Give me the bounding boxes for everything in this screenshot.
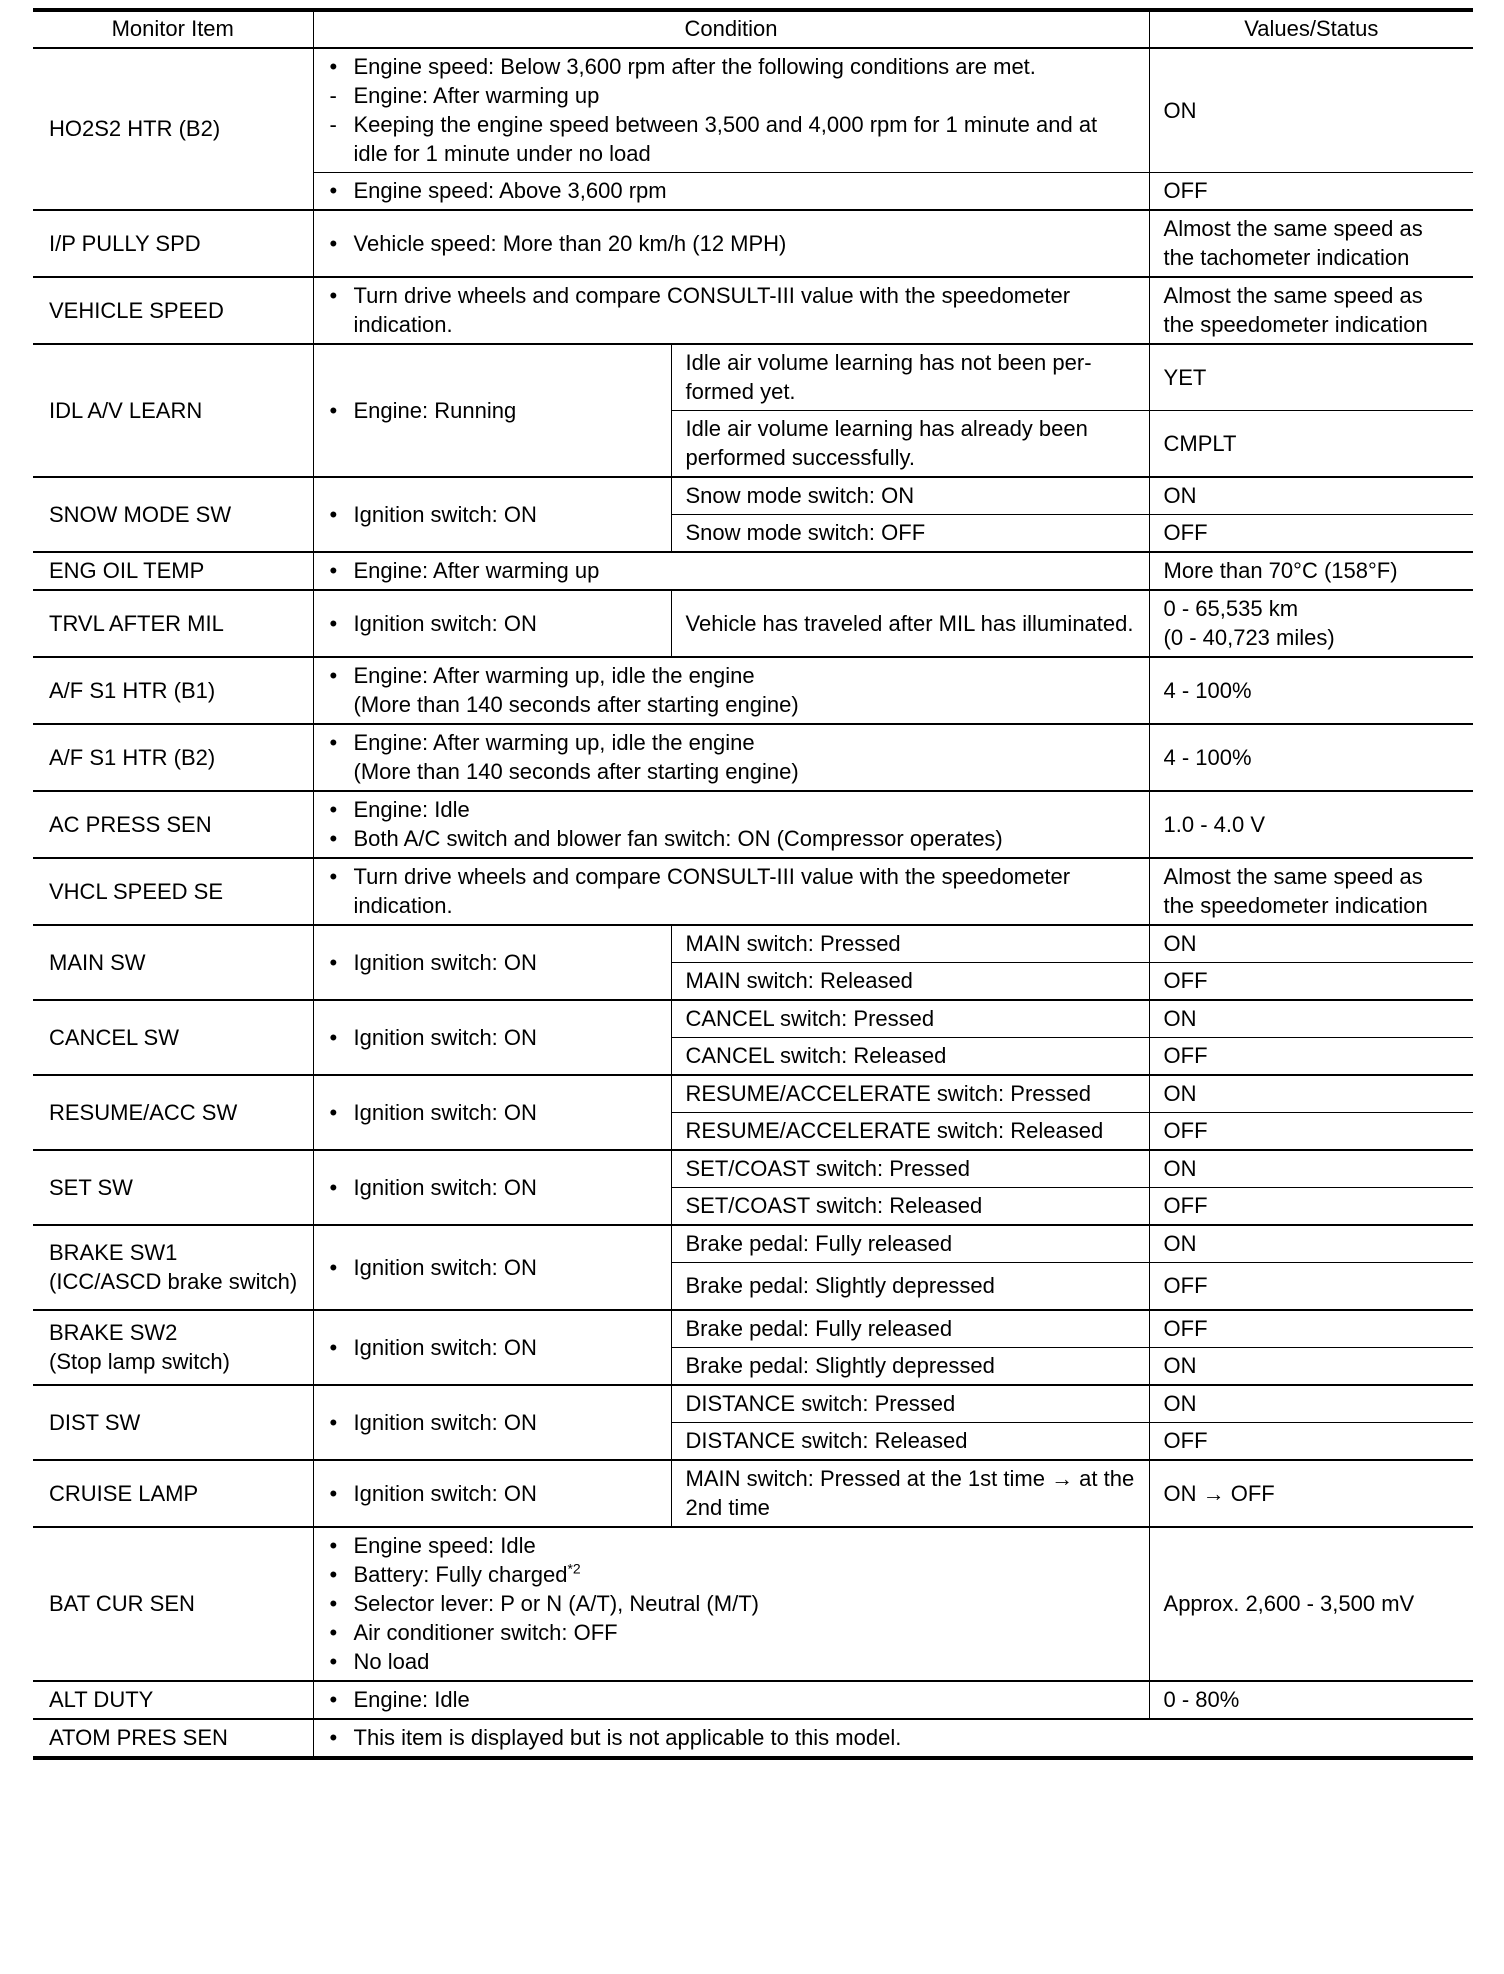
condition-line: Engine: After warming up, idle the engine <box>353 663 755 688</box>
condition-cell <box>313 552 1149 590</box>
condition-line: • Engine: Idle <box>328 1685 1135 1714</box>
condition-line: • Ignition switch: ON <box>328 609 657 638</box>
condition-line: • Turn drive wheels and compare CONSULT-III value with the speedometer indication. <box>328 281 1135 339</box>
condition-line: • Ignition switch: ON <box>328 1408 657 1437</box>
value-cell: OFF <box>1149 1423 1473 1461</box>
value-cell: ON <box>1149 1348 1473 1386</box>
condition-cell <box>313 48 1149 173</box>
condition-line: • Both A/C switch and blower fan switch: ON (Compressor operates) <box>328 824 1135 853</box>
condition-cell <box>313 1310 671 1385</box>
value-cell: OFF <box>1149 1263 1473 1311</box>
monitor-item-cell <box>33 1310 313 1385</box>
condition-line: • Engine speed: Above 3,600 rpm <box>328 176 1135 205</box>
condition-line: - Keeping the engine speed between 3,500 and 4,000 rpm for 1 minute and at idle for 1 minute under no load <box>328 110 1135 168</box>
monitor-item-cell: CANCEL SW <box>33 1000 313 1075</box>
table-row <box>33 657 1473 724</box>
monitor-item-cell: ATOM PRES SEN <box>33 1719 313 1758</box>
monitor-item-cell: CRUISE LAMP <box>33 1460 313 1527</box>
table-row <box>33 48 1473 173</box>
value-cell: OFF <box>1149 963 1473 1001</box>
monitor-item-cell: AC PRESS SEN <box>33 791 313 858</box>
table-row <box>33 1719 1473 1758</box>
condition-line: - Engine: After warming up <box>328 81 1135 110</box>
monitor-item-cell: SNOW MODE SW <box>33 477 313 552</box>
monitor-item-cell: A/F S1 HTR (B1) <box>33 657 313 724</box>
monitor-item-cell: DIST SW <box>33 1385 313 1460</box>
value-cell: OFF <box>1149 1038 1473 1076</box>
condition-cell <box>313 791 1149 858</box>
condition-cell <box>313 173 1149 211</box>
condition-cell <box>313 277 1149 344</box>
monitor-item-line: BRAKE SW1 <box>49 1240 178 1265</box>
condition-line: • Ignition switch: ON <box>328 1098 657 1127</box>
monitor-item-cell: VHCL SPEED SE <box>33 858 313 925</box>
monitor-item-cell: MAIN SW <box>33 925 313 1000</box>
monitor-item-cell: TRVL AFTER MIL <box>33 590 313 657</box>
value-cell: 4 - 100% <box>1149 657 1473 724</box>
table-row <box>33 925 1473 963</box>
value-cell: ON <box>1149 48 1473 173</box>
table-row <box>33 1310 1473 1348</box>
monitor-item-table-page <box>33 8 1473 1760</box>
sub-condition-cell: MAIN switch: Pressed at the 1st time → at the 2nd time <box>671 1460 1149 1527</box>
condition-line: • Turn drive wheels and compare CONSULT-III value with the speedometer indication. <box>328 862 1135 920</box>
condition-cell <box>313 724 1149 791</box>
condition-cell <box>313 1225 671 1310</box>
condition-line: • Engine: Idle <box>328 795 1135 824</box>
table-row <box>33 858 1473 925</box>
monitor-item-cell <box>33 1225 313 1310</box>
condition-line: • Engine: Running <box>328 396 657 425</box>
condition-line: • Ignition switch: ON <box>328 500 657 529</box>
table-header-row <box>33 10 1473 48</box>
value-cell: Almost the same speed as the speedometer indication <box>1149 277 1473 344</box>
table-row <box>33 1225 1473 1263</box>
table-row <box>33 590 1473 657</box>
value-cell: CMPLT <box>1149 411 1473 478</box>
condition-line: Battery: Fully charged <box>353 1562 568 1587</box>
value-cell: ON <box>1149 1225 1473 1263</box>
sub-condition-cell: Idle air volume learning has already been performed successfully. <box>671 411 1149 478</box>
value-cell: 1.0 - 4.0 V <box>1149 791 1473 858</box>
monitor-item-cell: ENG OIL TEMP <box>33 552 313 590</box>
value-cell <box>1149 590 1473 657</box>
value-cell: ON <box>1149 1075 1473 1113</box>
value-cell: Approx. 2,600 - 3,500 mV <box>1149 1527 1473 1681</box>
condition-cell <box>313 344 671 477</box>
monitor-item-cell: BAT CUR SEN <box>33 1527 313 1681</box>
sub-condition-cell: Brake pedal: Fully released <box>671 1310 1149 1348</box>
table-row <box>33 552 1473 590</box>
sub-condition-cell: Brake pedal: Fully released <box>671 1225 1149 1263</box>
sub-condition-cell: Brake pedal: Slightly depressed <box>671 1348 1149 1386</box>
monitor-item-cell: RESUME/ACC SW <box>33 1075 313 1150</box>
sub-condition-cell: RESUME/ACCELERATE switch: Pressed <box>671 1075 1149 1113</box>
condition-cell <box>313 210 1149 277</box>
sub-condition-cell: MAIN switch: Released <box>671 963 1149 1001</box>
condition-cell <box>313 1460 671 1527</box>
sub-condition-cell: CANCEL switch: Pressed <box>671 1000 1149 1038</box>
value-line: (0 - 40,723 miles) <box>1163 625 1335 650</box>
condition-line: • Ignition switch: ON <box>328 1479 657 1508</box>
value-cell: ON <box>1149 1150 1473 1188</box>
value-cell: More than 70°C (158°F) <box>1149 552 1473 590</box>
condition-cell <box>313 590 671 657</box>
monitor-item-line: (Stop lamp switch) <box>49 1349 230 1374</box>
condition-cell <box>313 1527 1149 1681</box>
table-row <box>33 1681 1473 1719</box>
value-cell: ON <box>1149 1385 1473 1423</box>
monitor-item-cell: A/F S1 HTR (B2) <box>33 724 313 791</box>
table-row <box>33 344 1473 411</box>
monitor-item-cell: HO2S2 HTR (B2) <box>33 48 313 210</box>
condition-line: • Ignition switch: ON <box>328 1333 657 1362</box>
sub-condition-cell: CANCEL switch: Released <box>671 1038 1149 1076</box>
condition-cell <box>313 1385 671 1460</box>
header-condition: Condition <box>313 10 1149 48</box>
condition-cell <box>313 925 671 1000</box>
monitor-item-cell: VEHICLE SPEED <box>33 277 313 344</box>
table-row <box>33 277 1473 344</box>
table-row <box>33 1460 1473 1527</box>
condition-line: • Engine speed: Below 3,600 rpm after the following conditions are met. <box>328 52 1135 81</box>
value-cell: ON <box>1149 477 1473 515</box>
condition-line: • Air conditioner switch: OFF <box>328 1618 1135 1647</box>
table-row <box>33 1527 1473 1681</box>
sub-condition-cell: MAIN switch: Pressed <box>671 925 1149 963</box>
condition-cell <box>313 1150 671 1225</box>
condition-line: • Vehicle speed: More than 20 km/h (12 MPH) <box>328 229 1135 258</box>
condition-line: • Selector lever: P or N (A/T), Neutral (M/T) <box>328 1589 1135 1618</box>
table-row <box>33 477 1473 515</box>
sub-condition-cell: RESUME/ACCELERATE switch: Released <box>671 1113 1149 1151</box>
condition-cell <box>313 657 1149 724</box>
table-row <box>33 1075 1473 1113</box>
monitor-item-table <box>33 8 1473 1760</box>
value-cell: OFF <box>1149 1310 1473 1348</box>
table-row <box>33 1000 1473 1038</box>
table-row <box>33 1385 1473 1423</box>
header-values-status: Values/Status <box>1149 10 1473 48</box>
condition-line: (More than 140 seconds after starting engine) <box>353 759 799 784</box>
condition-line: • Engine speed: Idle <box>328 1531 1135 1560</box>
value-cell: Almost the same speed as the speedometer indication <box>1149 858 1473 925</box>
value-cell: OFF <box>1149 1113 1473 1151</box>
sub-condition-cell: Snow mode switch: ON <box>671 477 1149 515</box>
condition-line: Engine: After warming up, idle the engine <box>353 730 755 755</box>
sub-condition-cell: DISTANCE switch: Pressed <box>671 1385 1149 1423</box>
monitor-item-line: (ICC/ASCD brake switch) <box>49 1269 298 1294</box>
condition-line: • No load <box>328 1647 1135 1676</box>
footnote-marker: *2 <box>567 1560 581 1577</box>
monitor-item-cell: I/P PULLY SPD <box>33 210 313 277</box>
value-cell: YET <box>1149 344 1473 411</box>
condition-cell <box>313 1000 671 1075</box>
value-cell: ON <box>1149 925 1473 963</box>
sub-condition-cell: Snow mode switch: OFF <box>671 515 1149 553</box>
value-cell: Almost the same speed as the tachometer indication <box>1149 210 1473 277</box>
value-cell: 0 - 80% <box>1149 1681 1473 1719</box>
table-row <box>33 1150 1473 1188</box>
value-cell: 4 - 100% <box>1149 724 1473 791</box>
condition-cell <box>313 858 1149 925</box>
value-cell: OFF <box>1149 1188 1473 1226</box>
value-cell: ON → OFF <box>1149 1460 1473 1527</box>
sub-condition-cell: Brake pedal: Slightly depressed <box>671 1263 1149 1311</box>
condition-line: • Ignition switch: ON <box>328 948 657 977</box>
value-cell: OFF <box>1149 515 1473 553</box>
condition-line: • Ignition switch: ON <box>328 1023 657 1052</box>
condition-cell <box>313 477 671 552</box>
condition-line: • This item is displayed but is not applicable to this model. <box>328 1723 1460 1752</box>
sub-condition-cell: SET/COAST switch: Released <box>671 1188 1149 1226</box>
value-line: 0 - 65,535 km <box>1163 596 1299 621</box>
sub-condition-cell: SET/COAST switch: Pressed <box>671 1150 1149 1188</box>
condition-cell <box>313 1719 1473 1758</box>
monitor-item-cell: ALT DUTY <box>33 1681 313 1719</box>
value-cell: ON <box>1149 1000 1473 1038</box>
table-row <box>33 724 1473 791</box>
condition-line: • Engine: After warming up <box>328 556 1135 585</box>
monitor-item-cell: IDL A/V LEARN <box>33 344 313 477</box>
condition-line: • Ignition switch: ON <box>328 1173 657 1202</box>
sub-condition-cell: Idle air volume learning has not been performed yet. <box>671 344 1149 411</box>
value-cell: OFF <box>1149 173 1473 211</box>
condition-line: (More than 140 seconds after starting engine) <box>353 692 799 717</box>
condition-line: • Ignition switch: ON <box>328 1253 657 1282</box>
sub-condition-cell: DISTANCE switch: Released <box>671 1423 1149 1461</box>
condition-cell <box>313 1681 1149 1719</box>
table-row <box>33 210 1473 277</box>
table-row <box>33 791 1473 858</box>
condition-cell <box>313 1075 671 1150</box>
header-monitor-item: Monitor Item <box>33 10 313 48</box>
monitor-item-cell: SET SW <box>33 1150 313 1225</box>
sub-condition-cell: Vehicle has traveled after MIL has illuminated. <box>671 590 1149 657</box>
monitor-item-line: BRAKE SW2 <box>49 1320 178 1345</box>
